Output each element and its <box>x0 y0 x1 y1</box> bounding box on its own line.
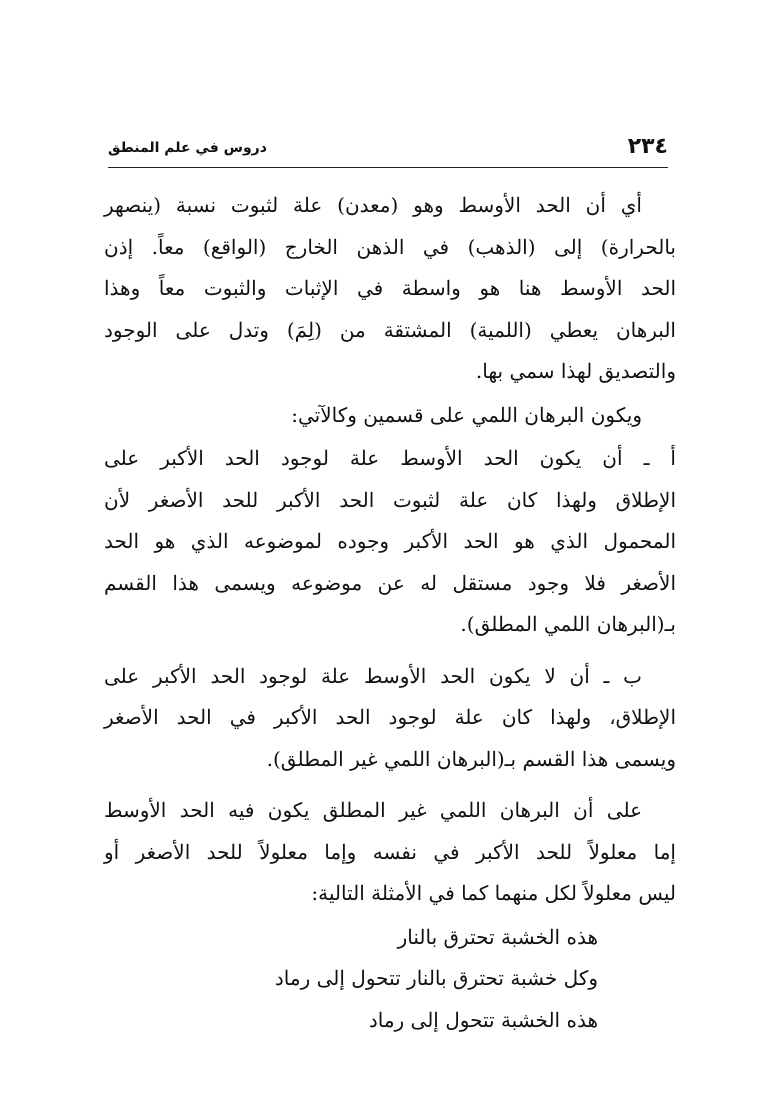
example-line: هذه الخشبة تحترق بالنار <box>397 924 598 949</box>
paragraph <box>104 185 676 393</box>
example-line: هذه الخشبة تتحول إلى رماد <box>368 1007 598 1032</box>
text-line: الأصغر فلا وجود مستقل له عن موضوعه ويسمى هذا القسم <box>104 570 676 595</box>
text-line: أ ـ أن يكون الحد الأوسط علة لوجود الحد الأكبر على <box>104 446 676 470</box>
text-line: الإطلاق، ولهذا كان علة لوجود الحد الأكبر في الحد الأصغر <box>104 705 676 729</box>
text-line: ليس معلولاً لكل منهما كما في الأمثلة التالية: <box>311 881 676 905</box>
text-line: على أن البرهان اللمي غير المطلق يكون فيه الحد الأوسط <box>104 798 642 822</box>
paragraph <box>104 656 676 781</box>
page-body <box>104 185 676 1041</box>
text-line: والتصديق لهذا سمي بها. <box>475 359 676 383</box>
text-line: أي أن الحد الأوسط وهو (معدن) علة لثبوت نسبة (ينصهر <box>104 193 642 217</box>
example-line: وكل خشبة تحترق بالنار تتحول إلى رماد <box>274 966 598 990</box>
text-line: بـ(البرهان اللمي المطلق). <box>460 612 676 636</box>
text-line: ويكون البرهان اللمي على قسمين وكالآتي: <box>291 402 642 427</box>
text-line: الإطلاق ولهذا كان علة لثبوت الحد الأكبر للحد الأصغر لأن <box>104 487 676 512</box>
paragraph <box>104 438 676 646</box>
paragraph <box>104 790 676 915</box>
paragraph <box>104 395 676 437</box>
book-title: دروس في علم المنطق <box>108 140 267 156</box>
text-line: ويسمى هذا القسم بـ(البرهان اللمي غير المطلق). <box>266 746 676 771</box>
example-list <box>104 917 676 1042</box>
page-number: ٢٣٤ <box>627 134 668 159</box>
text-line: البرهان يعطي (اللمية) المشتقة من (لِمَ) وتدل على الوجود <box>104 317 676 342</box>
page-header <box>108 132 668 166</box>
text-line: ب ـ أن لا يكون الحد الأوسط علة لوجود الحد الأكبر على <box>104 663 642 688</box>
text-line: إما معلولاً للحد الأكبر في نفسه وإما معلولاً للحد الأصغر أو <box>104 839 676 864</box>
text-line: بالحرارة) إلى (الذهب) في الذهن الخارج (الواقع) معاً. إذن <box>104 234 676 259</box>
text-line: المحمول الذي هو الحد الأكبر وجوده لموضوعه الذي هو الحد <box>104 529 676 553</box>
text-line: الحد الأوسط هنا هو واسطة في الإثبات والثبوت معاً وهذا <box>104 276 676 300</box>
header-rule <box>108 167 668 168</box>
